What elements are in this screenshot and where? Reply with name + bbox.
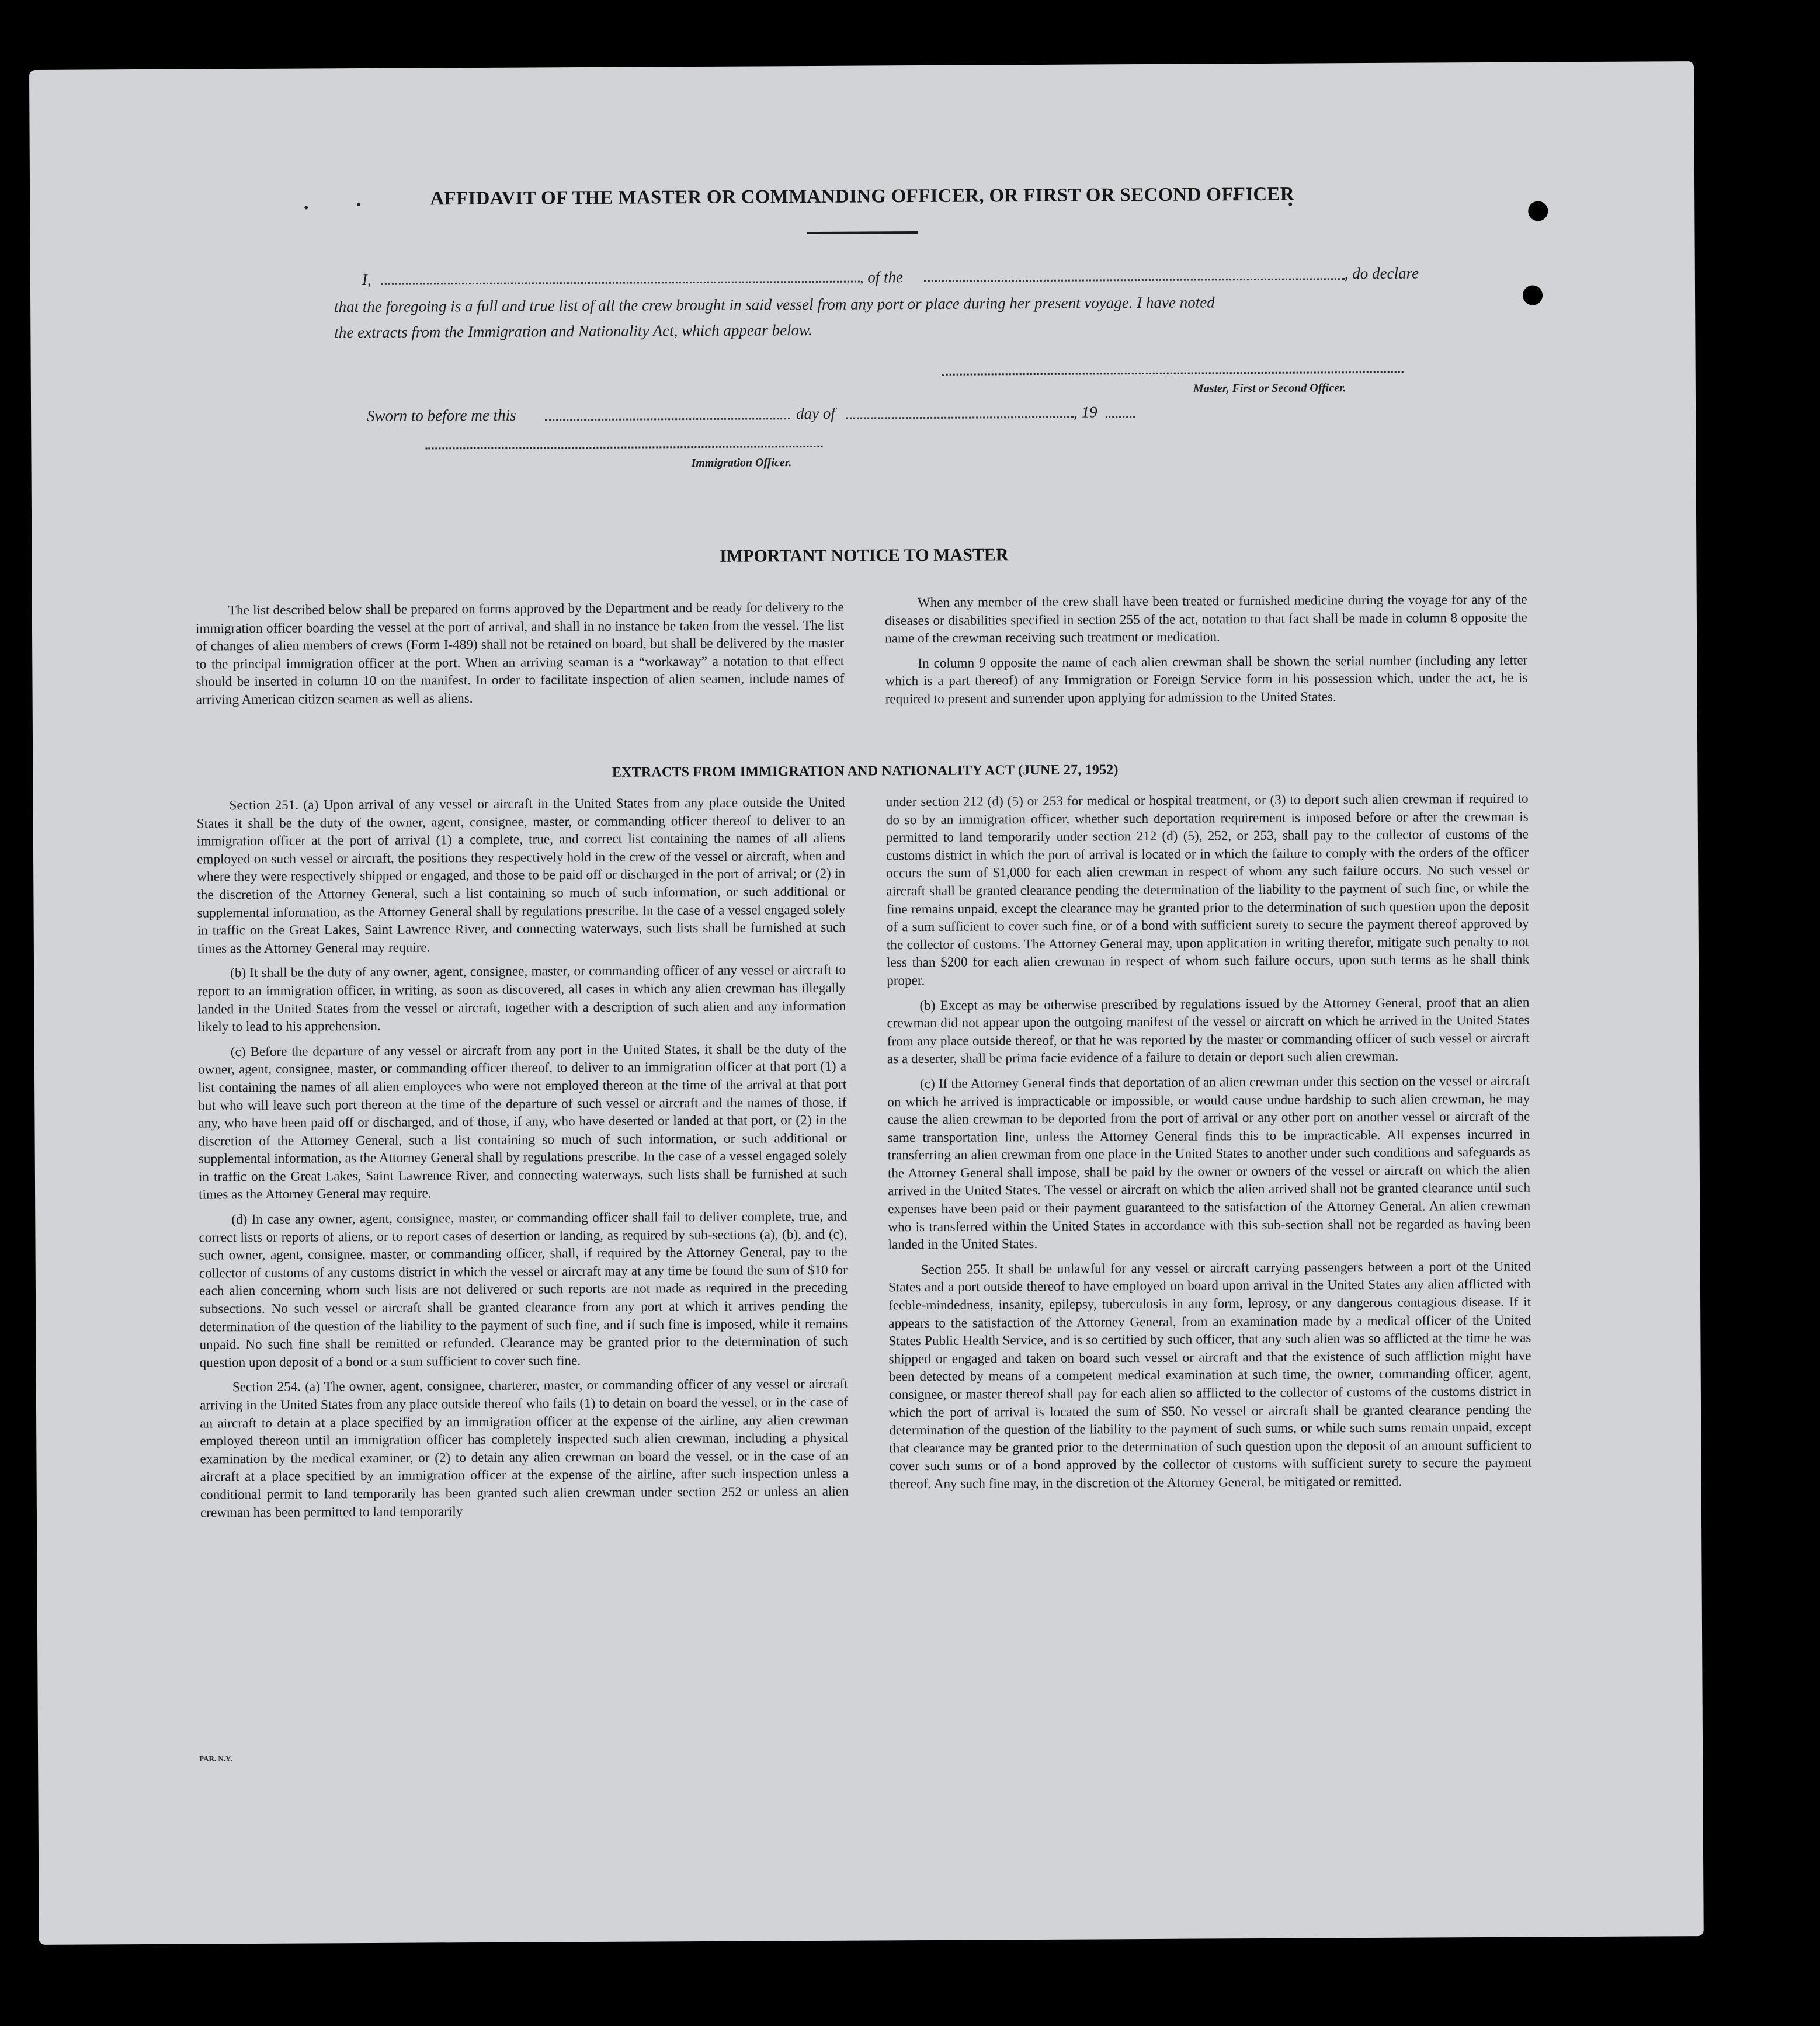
declaration-line-2: that the foregoing is a full and true list of all the crew brought in said vessel from any port or place during her present voyage. I have noted	[334, 293, 1215, 316]
notice-paragraph: When any member of the crew shall have been treated or furnished medicine during the voyage for any of the diseases or disabilities specified in section 255 of the act, notation to that fact shall be made in column 8 opposite the name of the crewman receiving such treatment or medication.	[884, 592, 1528, 647]
printer-mark: PAR. N.Y.	[199, 1754, 232, 1763]
declare-text: , do declare	[1344, 264, 1419, 283]
notice-paragraph: The list described below shall be prepared on forms approved by the Department and be ready for delivery to the immigration officer boarding the vessel at the port of arrival, and shall in no instance be taken from the vessel. The list of changes of alien members of crews (Form I-489) shall not be retained on board, but shall be delivered by the master to the principal immigration officer at the port. When an arriving seaman is a “workaway” a notation to that effect should be inserted in column 10 on the manifest. In order to facilitate inspection of alien seamen, include names of arriving American citizen seamen as well as aliens.	[195, 599, 845, 708]
section-paragraph: (c) If the Attorney General finds that deportation of an alien crewman under this section on the vessel or aircraft on which he arrived is impracticable or impossible, or would cause undue hardship to such alien crewman, he may cause the alien crewman to be deported from the port of arrival or any other port on another vessel or aircraft of the same transportation line, unless the Attorney General finds this to be impracticable. All expenses incurred in transferring an alien crewman from one place in the United States to another under such conditions and safeguards as the Attorney General shall impose, shall be paid by the owner or owners of the vessel or aircraft on which the alien arrived in the United States. The vessel or aircraft on which the alien arrived shall not be granted clearance until such expenses have been paid or their payment guaranteed to the satisfaction of the Attorney General. An alien crewman who is transferred within the United States in accordance with this sub-section shall not be regarded as having been landed in the United States.	[887, 1073, 1531, 1253]
section-paragraph: (d) In case any owner, agent, consignee, master, or commanding officer shall fail to deliver complete, true, and correct lists or reports of aliens, or to report cases of desertion or landing, as required by sub-sections (a), (b), and (c), such owner, agent, consignee, master, or commanding officer, shall, if required by the Attorney General, pay to the collector of customs of any customs district in which the vessel or aircraft may at any time be found the sum of $10 for each alien concerning whom such lists are not delivered or such reports are not made as required in the preceding subsections. No such vessel or aircraft shall be granted clearance from any port at which it arrives pending the determination of the question of the liability to the payment of such fine, and if such fine is imposed, while it remains unpaid. No such fine shall be remitted or refunded. Clearance may be granted prior to the determination of such question upon deposit of a bond or a sum sufficient to cover such fine.	[199, 1208, 848, 1371]
affidavit-title: AFFIDAVIT OF THE MASTER OR COMMANDING OFFICER, OR FIRST OR SECOND OFFICER	[430, 183, 1295, 210]
section-paragraph: Section 254. (a) The owner, agent, consignee, charterer, master, or commanding officer of any vessel or aircraft arriving in the United States from any place outside thereof who fails (1) to detain on board the vessel, or in the case of an aircraft to detain at a place specified by an immigration officer at the expense of the airline, any alien crewman employed thereon until an immigration officer has completely inspected such alien crewman, including a physical examination by the medical examiner, or (2) to detain any alien crewman on board the vessel, or in the case of an aircraft at a place specified by an immigration officer at the expense of the airline, after such inspection unless a conditional permit to land temporarily has been granted such alien crewman under section 252 or unless an alien crewman has been permitted to land temporarily	[199, 1377, 849, 1521]
declarant-name-field[interactable]	[381, 281, 860, 285]
sworn-label: Sworn to before me this	[367, 406, 516, 425]
section-paragraph: Section 251. (a) Upon arrival of any vessel or aircraft in the United States from any place outside the United States it shall be the duty of the owner, agent, consignee, master, or commanding officer thereof to deliver to an immigration officer at the port of arrival (1) a complete, true, and correct list containing the names of all aliens employed on such vessel or aircraft, the positions they respectively hold in the crew of the vessel or aircraft, when and where they were respectively shipped or engaged, and those to be paid off or discharged in the port of arrival; or (2) in the discretion of the Attorney General, such a list containing so much of such information, or such additional or supplemental information, as the Attorney General shall by regulations prescribe. In the case of a vessel engaged solely in traffic on the Great Lakes, Saint Lawrence River, and connecting waterways, such lists shall be furnished at such times as the Attorney General may require.	[196, 794, 846, 957]
year-label: , 19	[1074, 403, 1097, 421]
section-paragraph: (b) Except as may be otherwise prescribed by regulations issued by the Attorney General, proof that an alien crewman did not appear upon the outgoing manifest of the vessel or aircraft on which he arrived in the United States from any place outside thereof, or that he was reported by the master or commanding officer of such vessel or aircraft as a deserter, shall be prima facie evidence of a failure to detain or deport such alien crewman.	[887, 995, 1530, 1067]
sworn-year-field[interactable]	[1106, 416, 1135, 418]
section-paragraph: under section 212 (d) (5) or 253 for medical or hospital treatment, or (3) to deport such alien crewman if required to do so by an immigration officer, whether such deportation requirement is imposed before or after the crewman is permitted to land temporarily under section 212 (d) (5), 252, or 253, shall pay to the collector of customs of the customs district in which the port of arrival is located or in which the failure to comply with the orders of the officer occurs the sum of $1,000 for each alien crewman in respect of whom any such failure occurs. No such vessel or aircraft shall be granted clearance pending the determination of the liability to the payment of such fine, or while the fine remains unpaid, except the clearance may be granted prior to the determination of such question upon the deposit of a sum sufficient to cover such fine, or of a bond with sufficient surety to secure the payment thereof approved by the collector of customs. The Attorney General may, upon application in writing therefor, mitigate such penalty to not less than $200 for each alien crewman in respect of whom such failure occurs, upon such terms as he shall think proper.	[885, 791, 1530, 989]
declarant-label: I,	[362, 270, 371, 289]
section-paragraph: (b) It shall be the duty of any owner, agent, consignee, master, or commanding officer of any vessel or aircraft to report to an immigration officer, in writing, as soon as discovered, all cases in which any alien crewman has illegally landed in the United States from the vessel or aircraft, together with a description of such alien and any information likely to lead to his apprehension.	[197, 962, 846, 1035]
extracts-left-column	[197, 794, 849, 1529]
section-paragraph: Section 255. It shall be unlawful for any vessel or aircraft carrying passengers between a port of the United States and a port outside thereof to have employed on board upon arrival in the United States any alien afflicted with feeble-mindedness, insanity, epilepsy, tuberculosis in any form, leprosy, or any dangerous contagious disease. If it appears to the satisfaction of the Attorney General, from an examination made by a medical officer of the United States Public Health Service, and is so certified by such officer, that any such alien was so afflicted at the time he was shipped or engaged and taken on board such vessel or aircraft and that the existence of such affliction might have been detected by means of a competent medical examination at such time, the owner, commanding officer, agent, consignee, or master thereof shall pay for each alien so afflicted to the collector of customs of the customs district in which the port of arrival is located the sum of $50. No vessel or aircraft shall be granted clearance pending the determination of the question of the liability to the payment of such sums, or while such sums remain unpaid, except that clearance may be granted prior to the determination of such question upon the deposit of an amount sufficient to cover such sums or of a bond approved by the collector of customs with sufficient surety to secure the payment thereof. Any such fine may, in the discretion of the Attorney General, be mitigated or remitted.	[888, 1259, 1532, 1492]
notice-title: IMPORTANT NOTICE TO MASTER	[720, 545, 1009, 566]
master-signature-line[interactable]	[942, 371, 1404, 376]
notice-right-column	[885, 591, 1528, 715]
vessel-name-field[interactable]	[924, 278, 1345, 282]
extracts-right-column	[886, 790, 1532, 1500]
vessel-label: , of the	[859, 268, 904, 286]
declaration-line-3: the extracts from the Immigration and Nationality Act, which appear below.	[334, 321, 812, 342]
notice-paragraph: In column 9 opposite the name of each alien crewman shall be shown the serial number (including any letter which is a part thereof) of any Immigration or Foreign Service form in his possession which, under the act, he is required to present and surrender upon applying for admission to the United States.	[885, 652, 1528, 707]
form-page	[29, 61, 1704, 1945]
punch-hole	[1523, 285, 1543, 305]
immigration-officer-caption: Immigration Officer.	[691, 456, 792, 470]
sworn-month-field[interactable]	[846, 416, 1074, 419]
extracts-title: EXTRACTS FROM IMMIGRATION AND NATIONALITY ACT (JUNE 27, 1952)	[612, 762, 1119, 780]
day-of-label: day of	[796, 404, 835, 423]
section-paragraph: (c) Before the departure of any vessel or aircraft from any port in the United States, it shall be the duty of the owner, agent, consignee, master, or commanding officer thereof, to deliver to an immigration officer at that port (1) a list containing the names of all alien employees who were not employed thereon at the time of the arrival at that port but who will leave such port thereon at the time of the departure of such vessel or aircraft and the names of those, if any, who have been paid off or discharged, and of those, if any, who have deserted or landed at that port, or (2) in the discretion of the Attorney General, such a list containing so much of such information, or such additional or supplemental information, as the Attorney General shall by regulations prescribe. In the case of a vessel engaged solely in traffic on the Great Lakes, Saint Lawrence River, and connecting waterways, such lists shall be furnished at such times as the Attorney General may require.	[197, 1041, 847, 1203]
sworn-day-field[interactable]	[545, 418, 790, 421]
master-caption: Master, First or Second Officer.	[1193, 381, 1346, 395]
notice-left-column	[196, 599, 845, 716]
title-rule	[807, 231, 918, 234]
immigration-officer-signature-line[interactable]	[425, 446, 822, 450]
